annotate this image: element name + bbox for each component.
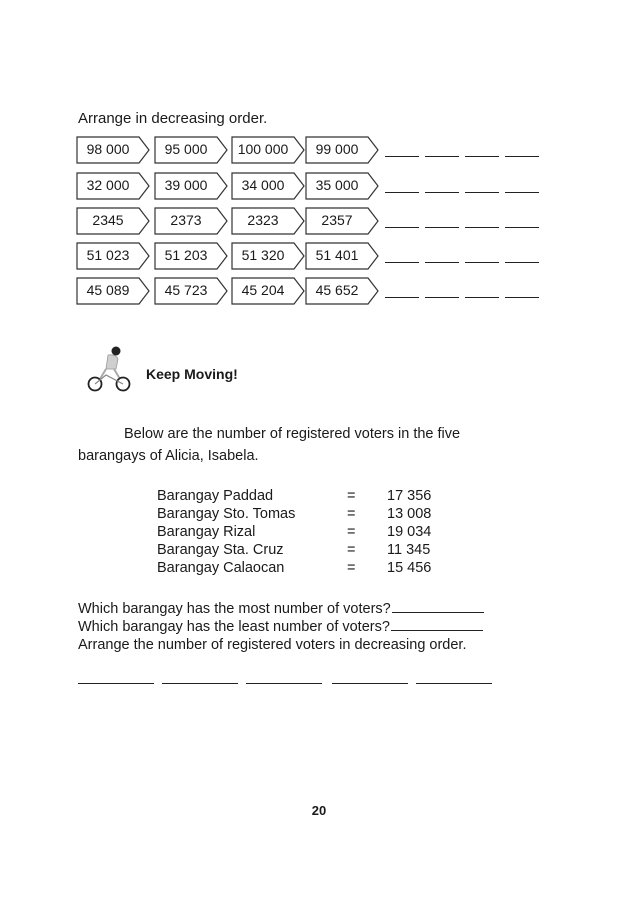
question-least — [78, 618, 483, 636]
number-value: 32 000 — [86, 177, 130, 193]
answer-blank[interactable] — [465, 297, 499, 298]
answer-blank[interactable] — [465, 192, 499, 193]
number-value: 39 000 — [164, 177, 208, 193]
answer-blank[interactable] — [505, 297, 539, 298]
voter-count: 11 345 — [387, 542, 431, 558]
answer-blank[interactable] — [425, 156, 459, 157]
voter-count: 15 456 — [387, 560, 432, 576]
answer-blank[interactable] — [162, 683, 238, 684]
barangay-name: Barangay Rizal — [157, 524, 256, 540]
number-value: 100 000 — [237, 141, 289, 157]
answer-blank-most[interactable] — [392, 600, 484, 613]
number-value: 95 000 — [164, 141, 208, 157]
number-row — [77, 277, 537, 305]
table-row — [157, 487, 457, 505]
answer-blank[interactable] — [425, 262, 459, 263]
answer-blank[interactable] — [385, 297, 419, 298]
question-most-text: Which barangay has the most number of voters? — [78, 601, 391, 617]
equals-sign: = — [347, 524, 356, 540]
answer-blank[interactable] — [505, 262, 539, 263]
answer-blank[interactable] — [385, 262, 419, 263]
number-value: 2345 — [92, 212, 124, 228]
barangay-name: Barangay Sta. Cruz — [157, 542, 284, 558]
answer-blank[interactable] — [246, 683, 322, 684]
answer-blank[interactable] — [78, 683, 154, 684]
intro-line-1: Below are the number of registered voters in the five — [124, 426, 461, 442]
voter-count: 17 356 — [387, 488, 432, 504]
keep-moving-label: Keep Moving! — [146, 366, 238, 382]
answer-blank[interactable] — [465, 156, 499, 157]
table-row — [157, 541, 457, 559]
number-value: 2373 — [170, 212, 202, 228]
answer-blank[interactable] — [505, 227, 539, 228]
answer-blank[interactable] — [425, 192, 459, 193]
answer-blank-least[interactable] — [391, 618, 483, 631]
number-value: 2323 — [247, 212, 279, 228]
number-value: 99 000 — [315, 141, 359, 157]
intro-line-2: barangays of Alicia, Isabela. — [78, 448, 259, 464]
answer-blank[interactable] — [385, 192, 419, 193]
number-value: 45 204 — [241, 282, 285, 298]
table-row — [157, 559, 457, 577]
equals-sign: = — [347, 560, 356, 576]
answer-blank[interactable] — [332, 683, 408, 684]
number-value: 51 023 — [86, 247, 130, 263]
barangay-name: Barangay Sto. Tomas — [157, 506, 296, 522]
equals-sign: = — [347, 542, 356, 558]
number-row — [77, 207, 537, 235]
table-row — [157, 523, 457, 541]
voters-table — [157, 487, 457, 577]
number-value: 98 000 — [86, 141, 130, 157]
answer-blank[interactable] — [505, 192, 539, 193]
table-row — [157, 505, 457, 523]
number-row — [77, 136, 537, 164]
answer-blank[interactable] — [385, 156, 419, 157]
number-value: 35 000 — [315, 177, 359, 193]
answer-blank[interactable] — [425, 297, 459, 298]
answer-blank[interactable] — [505, 156, 539, 157]
number-value: 51 320 — [241, 247, 285, 263]
question-least-text: Which barangay has the least number of voters? — [78, 619, 390, 635]
barangay-name: Barangay Paddad — [157, 488, 274, 504]
answer-blank[interactable] — [465, 262, 499, 263]
number-row — [77, 242, 537, 270]
equals-sign: = — [347, 506, 356, 522]
answer-blank[interactable] — [465, 227, 499, 228]
exercise-title: Arrange in decreasing order. — [78, 110, 268, 127]
voter-count: 19 034 — [387, 524, 432, 540]
number-value: 2357 — [321, 212, 353, 228]
voter-count: 13 008 — [387, 506, 432, 522]
answer-blank[interactable] — [425, 227, 459, 228]
number-value: 51 401 — [315, 247, 359, 263]
number-row — [77, 172, 537, 200]
number-value: 45 652 — [315, 282, 359, 298]
cyclist-icon — [86, 345, 134, 395]
number-value: 45 089 — [86, 282, 130, 298]
number-value: 34 000 — [241, 177, 285, 193]
answer-blank[interactable] — [416, 683, 492, 684]
question-arrange: Arrange the number of registered voters in decreasing order. — [78, 637, 467, 653]
equals-sign: = — [347, 488, 356, 504]
question-most — [78, 600, 484, 618]
answer-blank[interactable] — [385, 227, 419, 228]
number-value: 45 723 — [164, 282, 208, 298]
page-number: 20 — [311, 803, 327, 818]
barangay-name: Barangay Calaocan — [157, 560, 285, 576]
number-value: 51 203 — [164, 247, 208, 263]
